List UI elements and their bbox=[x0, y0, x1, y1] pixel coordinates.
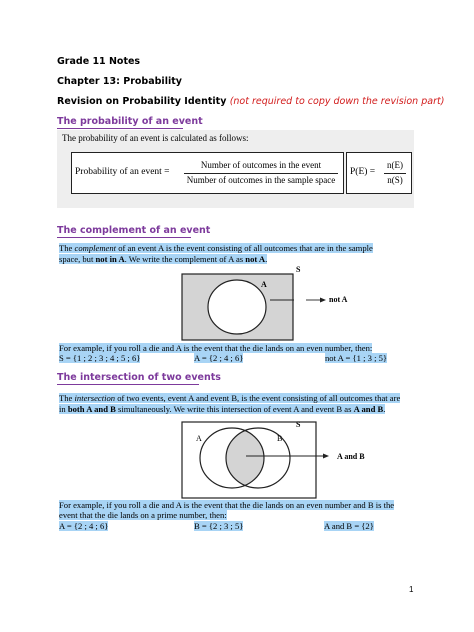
label-b: B bbox=[277, 434, 283, 443]
label-not-a: not A bbox=[329, 295, 348, 304]
event-a-circle bbox=[208, 280, 266, 334]
set-b: B = {2 ; 3 ; 5} bbox=[194, 521, 244, 531]
arrow-head bbox=[323, 454, 329, 459]
formula-left: Probability of an event = bbox=[75, 167, 170, 177]
complement-line-2: space, but not in A. We write the complement of A as not A. bbox=[59, 254, 268, 264]
page-number: 1 bbox=[409, 585, 414, 594]
grade-title: Grade 11 Notes bbox=[57, 56, 141, 67]
set-not-a: not A = {1 ; 3 ; 5} bbox=[325, 353, 388, 363]
intersection-example-2: event that the die lands on a prime number, then: bbox=[59, 510, 227, 520]
heading-underline bbox=[57, 128, 183, 129]
section-heading-probability: The probability of an event bbox=[57, 116, 203, 127]
fraction-line bbox=[184, 173, 338, 174]
formula-numerator: Number of outcomes in the event bbox=[200, 160, 322, 170]
intersection-example-1: For example, if you roll a die and A is the event that the die lands on an even number and B is the bbox=[59, 500, 395, 510]
label-a: A bbox=[196, 434, 202, 443]
section-heading-complement: The complement of an event bbox=[57, 225, 211, 236]
probability-intro: The probability of an event is calculated as follows: bbox=[62, 133, 249, 143]
revision-title: Revision on Probability Identity bbox=[57, 96, 227, 107]
revision-note: (not required to copy down the revision part) bbox=[229, 96, 445, 107]
label-s: S bbox=[296, 420, 301, 429]
complement-example: For example, if you roll a die and A is the event that the die lands on an even number, then: bbox=[59, 343, 373, 353]
short-fraction-line bbox=[384, 173, 406, 174]
short-numerator: n(E) bbox=[387, 160, 403, 170]
set-a: A = {2 ; 4 ; 6} bbox=[194, 353, 244, 363]
short-formula-left: P(E) = bbox=[350, 167, 376, 177]
chapter-title: Chapter 13: Probability bbox=[57, 76, 182, 87]
set-s: S = {1 ; 2 ; 3 ; 4 ; 5 ; 6} bbox=[59, 353, 141, 363]
formula-denominator: Number of outcomes in the sample space bbox=[186, 175, 336, 185]
set-a-and-b: A and B = {2} bbox=[324, 521, 374, 531]
complement-line-1: The complement of an event A is the event consisting of all outcomes that are in the sample bbox=[59, 243, 373, 253]
heading-underline bbox=[57, 384, 199, 385]
intersection-line-1: The intersection of two events, event A and event B, is the event consisting of all outcomes that are bbox=[59, 393, 401, 403]
arrow-head bbox=[320, 298, 326, 303]
label-a: A bbox=[261, 280, 267, 289]
complement-venn-diagram bbox=[180, 262, 380, 344]
short-denominator: n(S) bbox=[387, 175, 403, 185]
label-s: S bbox=[296, 265, 301, 274]
intersection-line-2: in both A and B simultaneously. We write this intersection of event A and event B as A and B. bbox=[59, 404, 386, 414]
section-heading-intersection: The intersection of two events bbox=[57, 372, 221, 383]
set-a: A = {2 ; 4 ; 6} bbox=[59, 521, 109, 531]
label-a-and-b: A and B bbox=[337, 452, 365, 461]
heading-underline bbox=[57, 237, 191, 238]
revision-heading bbox=[57, 96, 444, 107]
